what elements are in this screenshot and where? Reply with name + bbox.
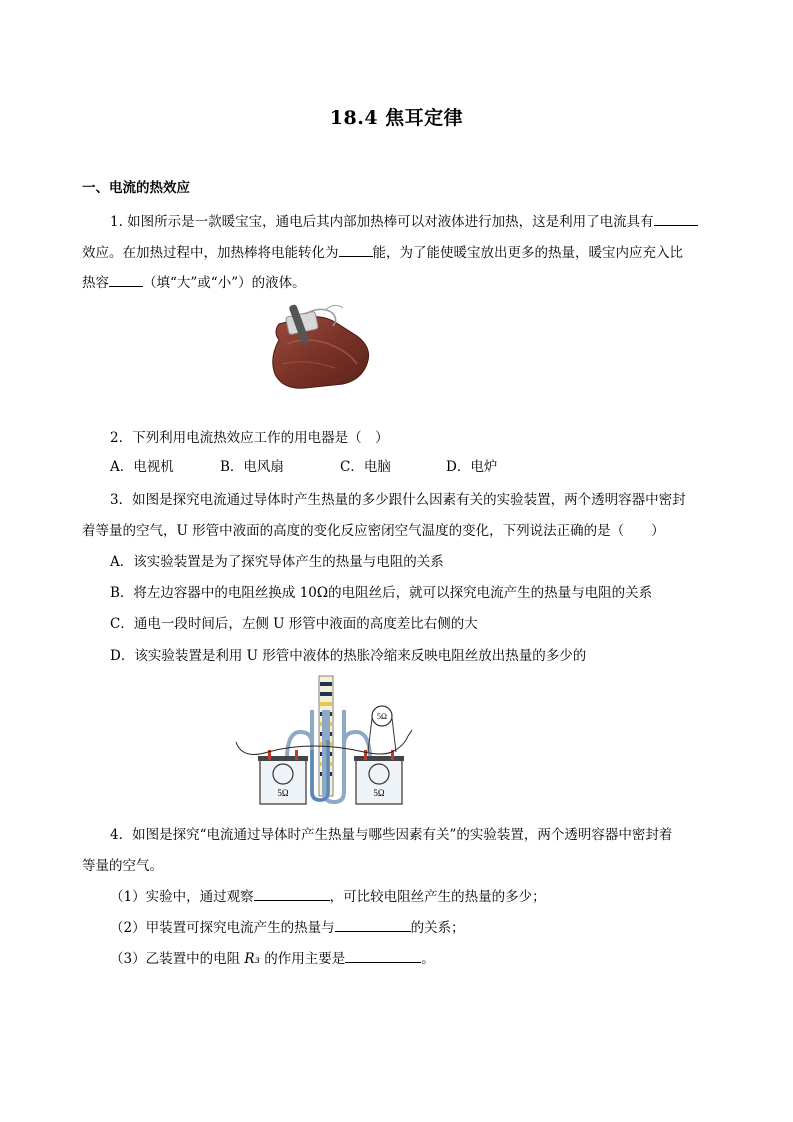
q1-text-2a: 效应。在加热过程中，加热棒将电能转化为 — [82, 245, 339, 261]
q4-sub-2-text-b: 的关系； — [410, 920, 465, 936]
q4-blank-3[interactable] — [345, 948, 421, 963]
q4-sub-1-text-b: ，可比较电阻丝产生的热量的多少； — [329, 889, 546, 905]
q2-option-c[interactable]: C．电脑 — [340, 459, 391, 475]
q4-sub-1 — [110, 885, 546, 905]
q4-blank-1[interactable] — [254, 886, 330, 901]
q4-blank-2[interactable] — [335, 917, 411, 932]
q1-line-2 — [82, 241, 683, 261]
q1-line-1 — [110, 210, 698, 230]
q1-line-3 — [82, 271, 306, 291]
q1-text-3b: （填“大”或“小”）的液体。 — [143, 275, 306, 291]
q3-option-c[interactable]: C．通电一段时间后，左侧 U 形管中液面的高度差比右侧的大 — [110, 616, 478, 632]
q1-blank-1[interactable] — [654, 211, 698, 226]
q2-option-d[interactable]: D．电炉 — [446, 459, 498, 475]
q4-sub-1-text-a: （1）实验中，通过观察 — [110, 889, 254, 905]
q3-line-2: 着等量的空气，U 形管中液面的高度的变化反应密闭空气温度的变化，下列说法正确的是（ ） — [82, 523, 665, 539]
q1-blank-2[interactable] — [339, 242, 373, 257]
q1-text-1: 1. 如图所示是一款暖宝宝，通电后其内部加热棒可以对液体进行加热，这是利用了电流具有 — [110, 214, 654, 230]
q1-text-2b: 能，为了能使暖宝放出更多的热量，暖宝内应充入比 — [372, 245, 683, 261]
right-resistor-label: 5Ω — [373, 788, 385, 798]
q2-option-a[interactable]: A．电视机 — [110, 459, 174, 475]
q2-option-b[interactable]: B．电风扇 — [220, 459, 284, 475]
q3-option-b[interactable]: B．将左边容器中的电阻丝换成 10Ω的电阻丝后，就可以探究电流产生的热量与电阻的关系 — [110, 585, 653, 601]
q4-line-1: 4．如图是探究“电流通过导体时产生热量与哪些因素有关”的实验装置，两个透明容器中密封着 — [110, 827, 673, 843]
q4-sub-3-text-b: 的作用主要是 — [259, 951, 346, 967]
q3-line-1: 3．如图是探究电流通过导体时产生热量的多少跟什么因素有关的实验装置，两个透明容器中密封 — [110, 492, 686, 508]
page-title: 18.4 焦耳定律 — [329, 107, 464, 129]
q4-sub-2 — [110, 916, 465, 936]
q2-stem: 2．下列利用电流热效应工作的用电器是（ ） — [110, 430, 389, 446]
q3-option-d[interactable]: D．该实验装置是利用 U 形管中液体的热胀冷缩来反映电阻丝放出热量的多少的 — [110, 648, 587, 664]
q4-sub-3 — [110, 947, 435, 967]
experiment-apparatus-diagram — [232, 670, 414, 810]
q4-sub-3-text-c: 。 — [421, 951, 435, 967]
left-resistor-label: 5Ω — [277, 788, 289, 798]
external-resistor-label: 5Ω — [377, 712, 387, 721]
q4-sub-3-variable: R₃ — [244, 951, 260, 967]
hand-warmer-image — [265, 300, 377, 392]
section-heading: 一、电流的热效应 — [82, 180, 190, 196]
q4-sub-2-text-a: （2）甲装置可探究电流产生的热量与 — [110, 920, 335, 936]
q3-option-a[interactable]: A．该实验装置是为了探究导体产生的热量与电阻的关系 — [110, 554, 444, 570]
q1-text-3a: 热容 — [82, 275, 109, 291]
q4-line-2: 等量的空气。 — [82, 858, 163, 874]
q4-sub-3-text-a: （3）乙装置中的电阻 — [110, 951, 245, 967]
q1-blank-3[interactable] — [109, 272, 143, 287]
